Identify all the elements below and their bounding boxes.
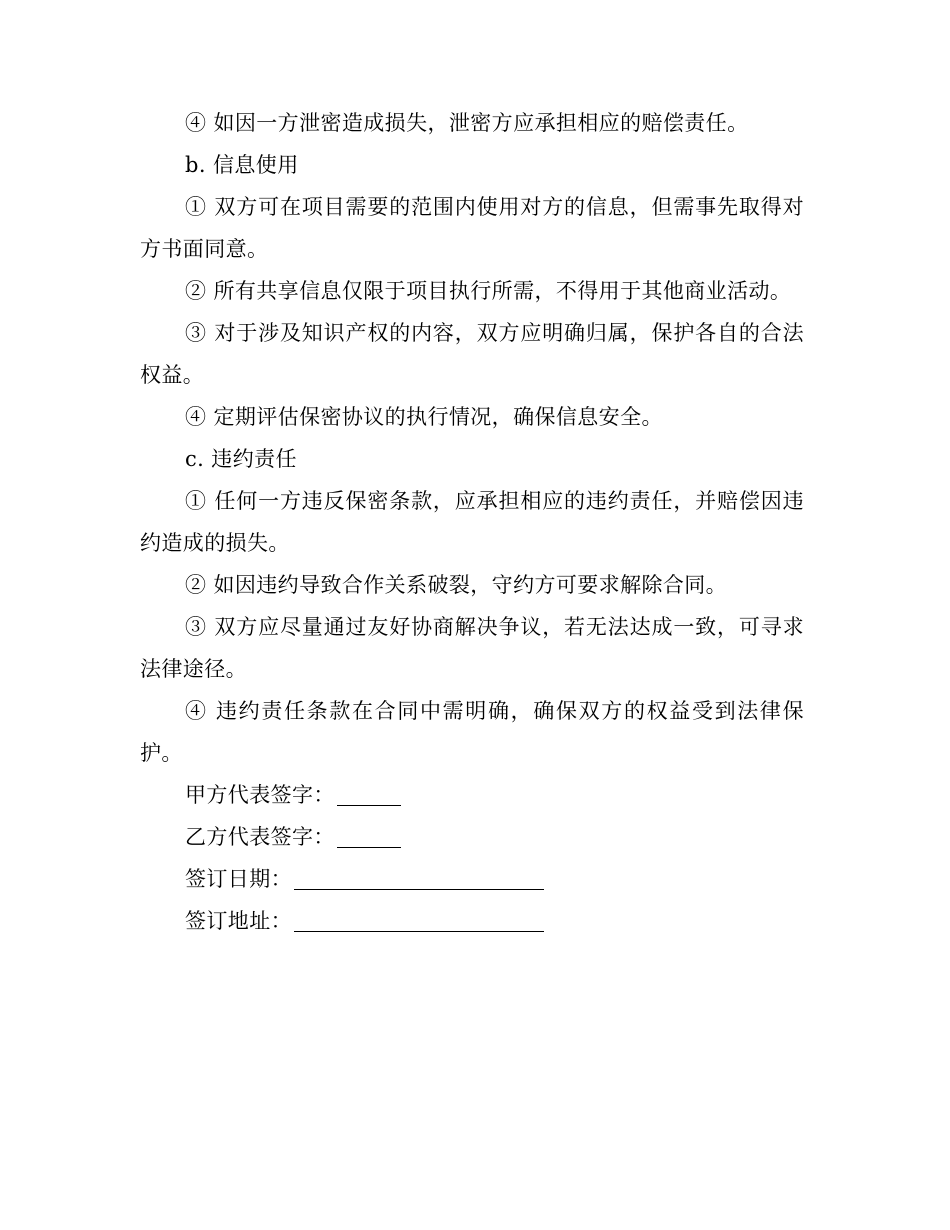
party-a-signature-label: 甲方代表签字： bbox=[185, 783, 335, 807]
signing-date-blank bbox=[294, 867, 544, 890]
section-b-heading: b. 信息使用 bbox=[185, 153, 299, 177]
party-b-signature-blank bbox=[337, 825, 401, 848]
document-body bbox=[140, 102, 804, 942]
clause-c-item-3: ③ 双方应尽量通过友好协商解决争议，若无法达成一致，可寻求法律途径。 bbox=[140, 615, 804, 681]
party-a-signature-blank bbox=[337, 783, 401, 806]
clause-c-item-1: ① 任何一方违反保密条款，应承担相应的违约责任，并赔偿因违约造成的损失。 bbox=[140, 489, 804, 555]
clause-b-item-4: ④ 定期评估保密协议的执行情况，确保信息安全。 bbox=[185, 405, 663, 429]
signing-address-label: 签订地址： bbox=[185, 909, 292, 933]
party-b-signature-label: 乙方代表签字： bbox=[185, 825, 335, 849]
party-b-signature-line bbox=[140, 816, 804, 858]
signing-address-line bbox=[140, 900, 804, 942]
signing-date-label: 签订日期： bbox=[185, 867, 292, 891]
clause-c-item-4: ④ 违约责任条款在合同中需明确，确保双方的权益受到法律保护。 bbox=[140, 699, 804, 765]
signing-date-line bbox=[140, 858, 804, 900]
clause-b-item-1: ① 双方可在项目需要的范围内使用对方的信息，但需事先取得对方书面同意。 bbox=[140, 195, 804, 261]
party-a-signature-line bbox=[140, 774, 804, 816]
clause-b-item-3: ③ 对于涉及知识产权的内容，双方应明确归属，保护各自的合法权益。 bbox=[140, 321, 804, 387]
clause-b-item-2: ② 所有共享信息仅限于项目执行所需，不得用于其他商业活动。 bbox=[185, 279, 792, 303]
clause-a-item-4: ④ 如因一方泄密造成损失，泄密方应承担相应的赔偿责任。 bbox=[185, 111, 749, 135]
clause-c-item-2: ② 如因违约导致合作关系破裂，守约方可要求解除合同。 bbox=[185, 573, 728, 597]
signing-address-blank bbox=[294, 909, 544, 932]
section-c-heading: c. 违约责任 bbox=[185, 447, 297, 471]
